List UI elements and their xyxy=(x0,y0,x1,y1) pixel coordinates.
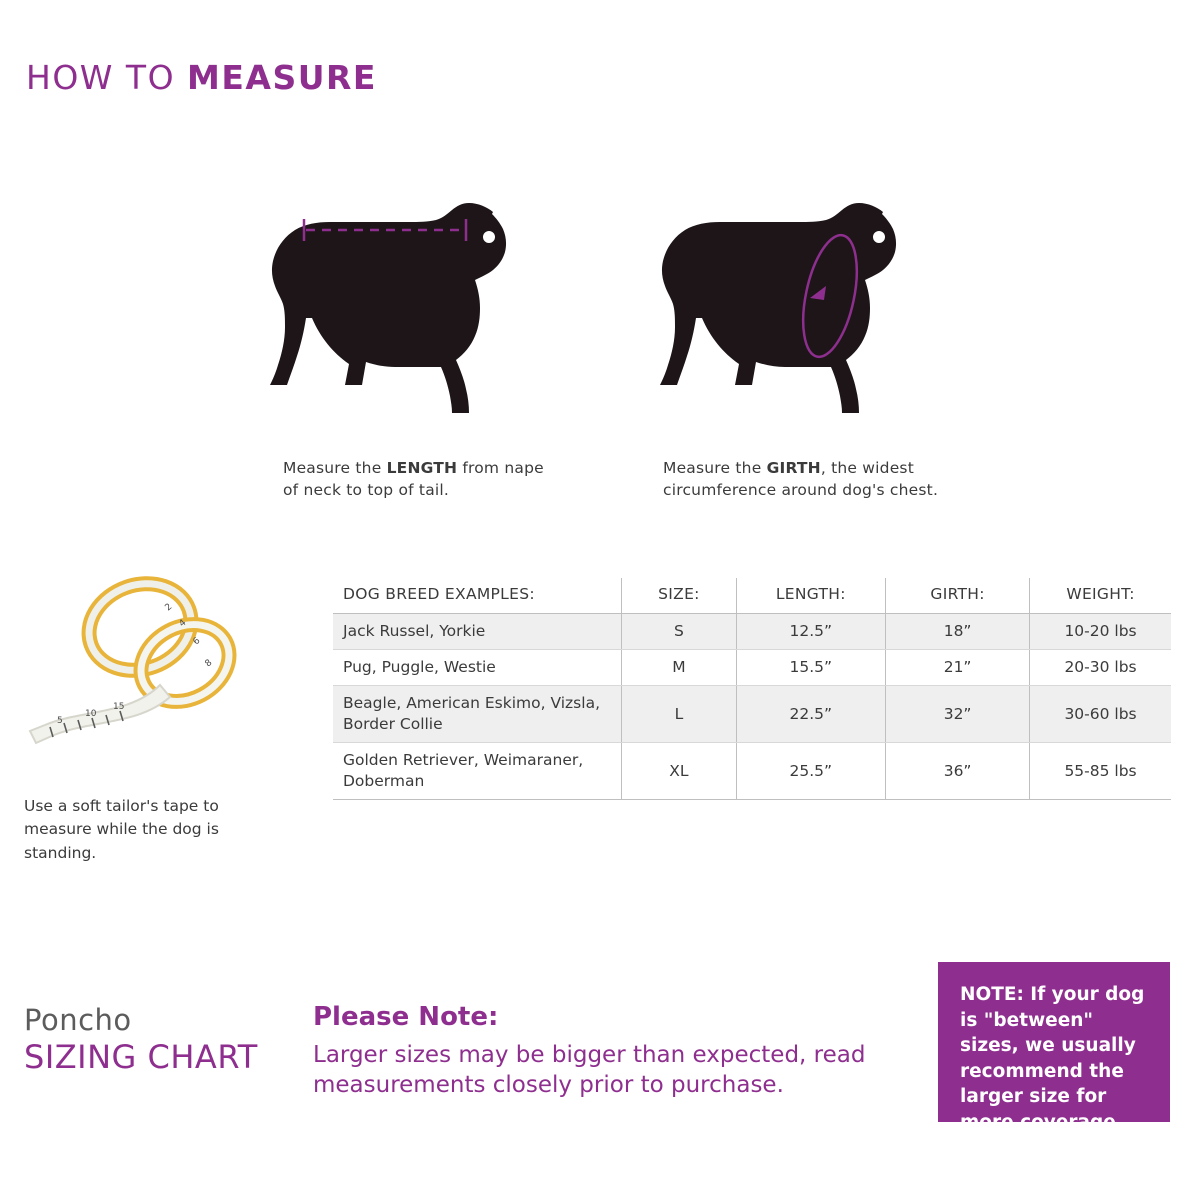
product-name: Poncho xyxy=(24,1003,132,1037)
between-sizes-callout: NOTE: If your dog is "between" sizes, we usually recommend the larger size for more coverage. xyxy=(938,962,1170,1122)
size-table-body xyxy=(333,614,1171,800)
product-sizing-title xyxy=(24,1005,258,1075)
svg-text:2: 2 xyxy=(163,601,175,614)
table-header-row xyxy=(333,578,1171,614)
girth-caption-pre: Measure the xyxy=(663,459,767,477)
col-header-length: LENGTH: xyxy=(736,578,886,614)
length-caption-bold: LENGTH xyxy=(386,459,458,477)
tape-caption: Use a soft tailor's tape to measure while the dog is standing. xyxy=(24,797,219,862)
cell-girth: 32” xyxy=(886,685,1030,742)
product-sizing-chart-label: SIZING CHART xyxy=(24,1038,258,1077)
table-row xyxy=(333,649,1171,685)
size-table-head xyxy=(333,578,1171,614)
col-header-weight: WEIGHT: xyxy=(1030,578,1171,614)
page-title-part2: MEASURE xyxy=(187,58,377,97)
cell-breed: Beagle, American Eskimo, Vizsla, Border Collie xyxy=(333,685,622,742)
cell-size: S xyxy=(622,614,736,650)
table-row xyxy=(333,685,1171,742)
cell-breed: Pug, Puggle, Westie xyxy=(333,649,622,685)
dog-length-illustration xyxy=(250,190,670,450)
col-header-girth: GIRTH: xyxy=(886,578,1030,614)
tape-measure-illustration xyxy=(10,575,300,765)
svg-text:5: 5 xyxy=(57,716,63,726)
col-header-size: SIZE: xyxy=(622,578,736,614)
length-caption-pre: Measure the xyxy=(283,459,387,477)
svg-text:4: 4 xyxy=(177,617,189,630)
please-note-block xyxy=(313,1002,913,1101)
svg-text:8: 8 xyxy=(203,657,215,670)
tape-measure-icon xyxy=(10,575,300,765)
girth-caption-post: , the widest circumference around dog's chest. xyxy=(663,459,939,500)
cell-length: 15.5” xyxy=(736,649,886,685)
cell-breed: Jack Russel, Yorkie xyxy=(333,614,622,650)
table-row xyxy=(333,742,1171,799)
girth-ellipse-icon xyxy=(790,226,870,366)
svg-text:10: 10 xyxy=(85,709,97,719)
cell-girth: 21” xyxy=(886,649,1030,685)
col-header-breed: DOG BREED EXAMPLES: xyxy=(333,578,622,614)
size-table xyxy=(333,578,1171,800)
cell-weight: 30-60 lbs xyxy=(1030,685,1171,742)
cell-size: L xyxy=(622,685,736,742)
cell-size: M xyxy=(622,649,736,685)
svg-text:6: 6 xyxy=(191,635,203,648)
table-row xyxy=(333,614,1171,650)
cell-weight: 20-30 lbs xyxy=(1030,649,1171,685)
girth-caption-bold: GIRTH xyxy=(766,459,821,477)
girth-caption xyxy=(663,457,953,502)
measure-diagram xyxy=(0,180,1200,540)
cell-weight: 55-85 lbs xyxy=(1030,742,1171,799)
cell-size: XL xyxy=(622,742,736,799)
length-caption-post: from nape of neck to top of tail. xyxy=(283,459,544,500)
cell-breed: Golden Retriever, Weimaraner, Doberman xyxy=(333,742,622,799)
length-caption xyxy=(283,457,553,502)
size-table-wrapper xyxy=(333,578,1171,800)
page-title xyxy=(26,58,377,97)
length-arrow-icon xyxy=(300,215,470,245)
dog-girth-illustration xyxy=(640,190,1060,450)
cell-length: 22.5” xyxy=(736,685,886,742)
page-title-part1: HOW TO xyxy=(26,58,188,97)
cell-girth: 36” xyxy=(886,742,1030,799)
cell-weight: 10-20 lbs xyxy=(1030,614,1171,650)
cell-length: 12.5” xyxy=(736,614,886,650)
cell-girth: 18” xyxy=(886,614,1030,650)
please-note-title: Please Note: xyxy=(313,1002,499,1032)
svg-text:15: 15 xyxy=(113,702,125,712)
please-note-body: Larger sizes may be bigger than expected, read measurements closely prior to purchase. xyxy=(313,1042,866,1099)
cell-length: 25.5” xyxy=(736,742,886,799)
